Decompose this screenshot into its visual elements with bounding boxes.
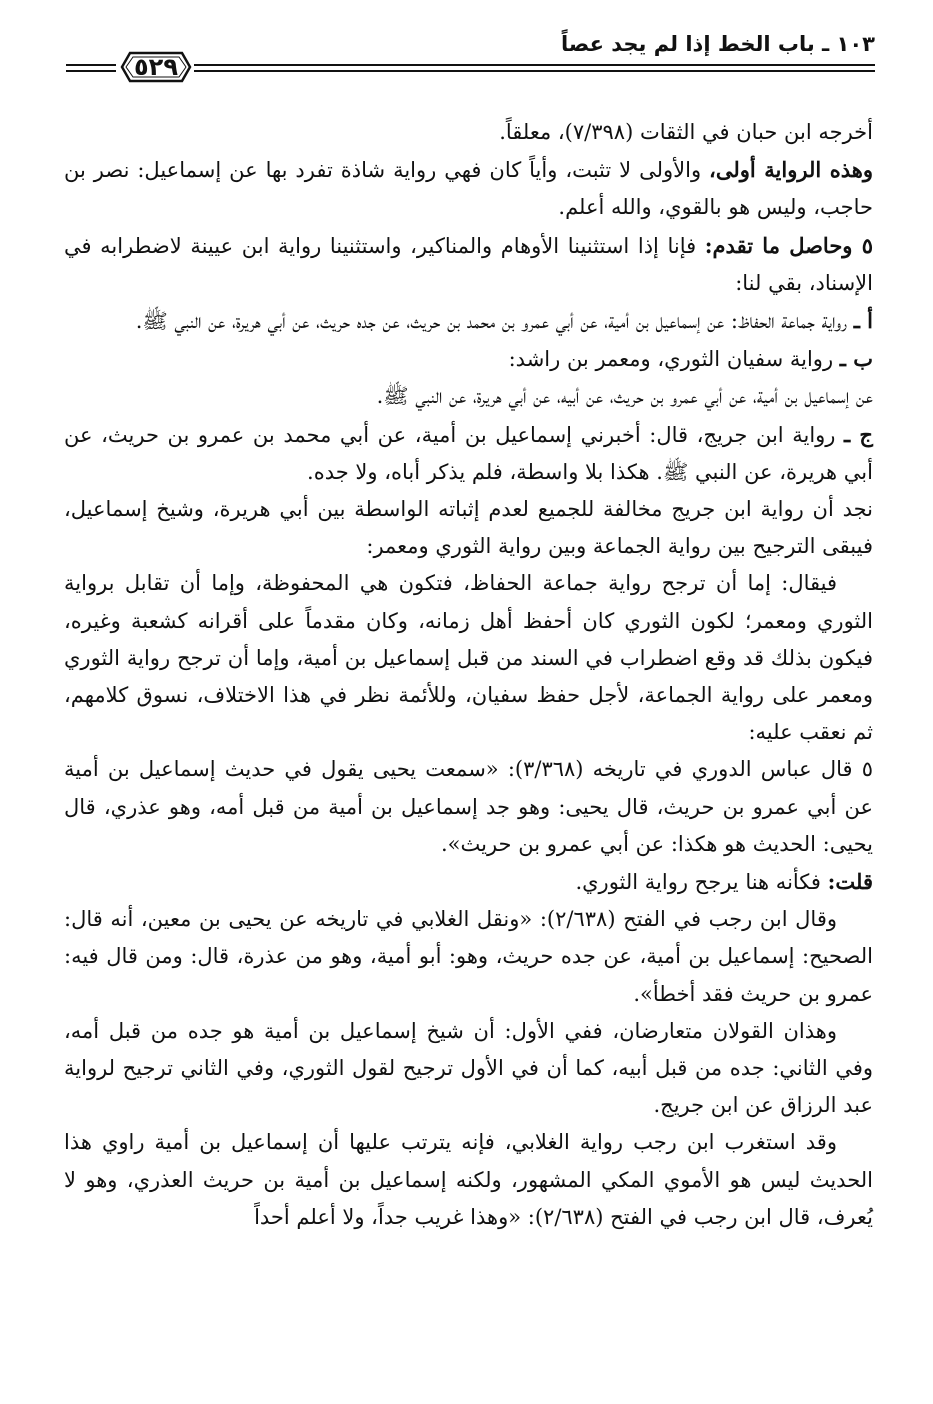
text-run: رواية ابن جريج، قال: أخبرني إسماعيل بن أمية، عن أبي محمد بن عمرو بن حريث، عن أبي هريرة، عن النبي ﷺ. هكذا بلا واسطة، فلم يذكر أباه، ولا جده.	[64, 422, 873, 484]
page-number-badge	[116, 48, 196, 86]
header-rule	[66, 64, 116, 66]
bold-lead-text: وهذه الرواية أولى،	[709, 157, 873, 183]
paragraph	[64, 751, 873, 863]
bold-lead-text: أ ـ	[853, 308, 873, 334]
paragraph	[64, 302, 873, 340]
text-run: أخرجه ابن حبان في الثقات (٧/٣٩٨)، معلقاً.	[499, 120, 873, 144]
paragraph	[64, 863, 873, 901]
paragraph	[64, 378, 873, 415]
paragraph	[64, 491, 873, 565]
bold-lead-text: قلت:	[827, 869, 873, 895]
text-run: نجد أن رواية ابن جريج مخالفة للجميع لعدم إثباته الواسطة بين أبي هريرة، وشيخ إسماعيل، فيبقى الترجيح بين رواية الجماعة وبين رواية الثوري ومعمر:	[64, 497, 873, 559]
body-text	[64, 114, 873, 1236]
text-run: فيقال: إما أن ترجح رواية جماعة الحفاظ، فتكون هي المحفوظة، وإما أن تقابل برواية الثوري ومعمر؛ لكون الثوري كان أحفظ أهل زمانه، وكان مقدماً على أقرانه كشعبة وغيره، فيكون بذلك قد وقع اضطراب في السند من قبل إسماعيل بن أمية، وإما أن ترجح رواية الثوري ومعمر على رواية الجماعة، لأجل حفظ سفيان، وللأئمة نظر في هذا الاختلاف، نسوق كلامهم، ثم نعقب عليه:	[64, 571, 873, 745]
text-run: عن إسماعيل بن أمية، عن أبي عمرو بن حريث، عن أبيه، عن أبي هريرة، عن النبي ﷺ.	[376, 384, 873, 409]
page-header	[66, 26, 875, 98]
text-run: والأولى لا تثبت، وأياً كان فهي رواية شاذة تفرد بها عن إسماعيل: نصر بن حاجب، وليس هو بالقوي، والله أعلم.	[64, 158, 873, 220]
bold-lead-text: ب ـ	[839, 346, 873, 372]
paragraph	[64, 901, 873, 1013]
paragraph	[64, 1124, 873, 1236]
bold-lead-text: ٥ وحاصل ما تقدم:	[704, 232, 873, 258]
text-run: فإنا إذا استثنينا الأوهام والمناكير، واستثنينا رواية ابن عيينة لاضطرابه في الإسناد، بقي لنا:	[64, 233, 873, 295]
bold-lead-text: ج ـ	[844, 421, 873, 447]
header-rule	[194, 64, 875, 66]
text-run: ٥ قال عباس الدوري في تاريخه (٣/٣٦٨): «سمعت يحيى يقول في حديث إسماعيل بن أمية عن أبي عمرو بن حريث، قال يحيى: وهو جد إسماعيل بن أمية من قبل أمه، وهو عذري، قال يحيى: الحديث هو هكذا: عن أبي عمرو بن حريث».	[64, 757, 873, 856]
text-run: رواية جماعة الحفاظ: عن إسماعيل بن أمية، عن أبي عمرو بن محمد بن حريث، عن جده حريث، عن أبي هريرة، عن النبي ﷺ.	[135, 309, 854, 334]
text-run: وقال ابن رجب في الفتح (٢/٦٣٨): «ونقل الغلابي في تاريخه عن يحيى بن معين، أنه قال: الصحيح: إسماعيل بن أمية، عن جده حريث، وهو: أبو أمية، وهو من عذرة، قال: ومن قال فيه: عمرو بن حريث فقد أخطأ».	[64, 907, 873, 1006]
text-run: وقد استغرب ابن رجب رواية الغلابي، فإنه يترتب عليها أن إسماعيل بن أمية راوي هذا الحديث ليس هو الأموي المكي المشهور، ولكنه إسماعيل بن أمية بن حريث العذري، وهو لا يُعرف، قال ابن رجب في الفتح (٢/٦٣٨): «وهذا غريب جداً، ولا أعلم أحداً	[64, 1130, 873, 1229]
paragraph	[64, 1013, 873, 1125]
text-run: فكأنه هنا يرجح رواية الثوري.	[575, 870, 828, 895]
paragraph	[64, 114, 873, 151]
paragraph	[64, 340, 873, 378]
paragraph	[64, 151, 873, 226]
paragraph	[64, 565, 873, 751]
text-run: وهذان القولان متعارضان، ففي الأول: أن شيخ إسماعيل بن أمية هو جده من قبل أمه، وفي الثاني: جده من قبل أبيه، كما أن في الأول ترجيح لقول الثوري، وفي الثاني ترجيح لرواية عبد الرزاق عن ابن جريج.	[64, 1018, 873, 1118]
page-number: ٥٢٩	[134, 53, 178, 81]
paragraph	[64, 416, 873, 491]
header-rule	[194, 70, 875, 72]
header-rule	[66, 70, 116, 72]
text-run: رواية سفيان الثوري، ومعمر بن راشد:	[508, 347, 840, 372]
paragraph	[64, 227, 873, 302]
running-title: ١٠٣ ـ باب الخط إذا لم يجد عصاً	[561, 32, 875, 56]
